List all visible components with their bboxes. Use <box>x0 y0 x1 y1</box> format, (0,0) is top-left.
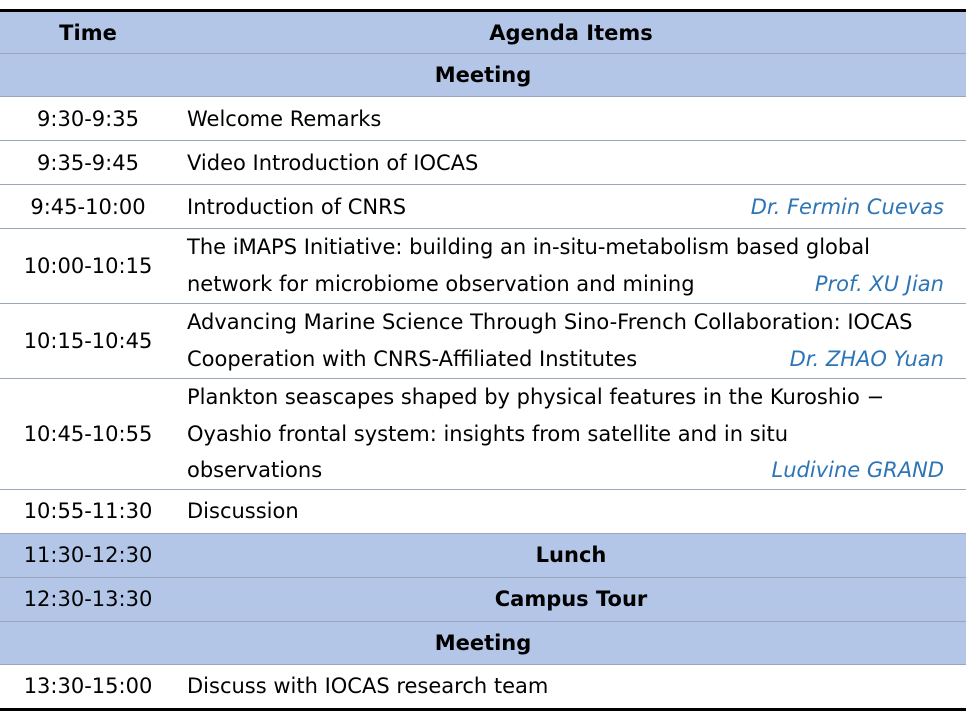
agenda-row <box>0 141 966 185</box>
title-line: Oyashio frontal system: insights from satellite and in situ <box>187 421 789 446</box>
time-cell: 11:30-12:30 <box>0 533 176 577</box>
agenda-item-title: Discuss with IOCAS research team <box>187 674 549 698</box>
table-header-row <box>0 11 966 54</box>
agenda-item-cell <box>176 229 966 304</box>
section-row-meeting-afternoon <box>0 621 966 664</box>
time-cell: 9:30-9:35 <box>0 97 176 141</box>
agenda-row <box>0 229 966 304</box>
agenda-item-cell <box>176 304 966 379</box>
section-title: Meeting <box>0 621 966 664</box>
time-column-header: Time <box>0 11 176 54</box>
agenda-item-cell <box>176 185 966 229</box>
section-row-meeting-morning <box>0 54 966 97</box>
time-cell: 12:30-13:30 <box>0 577 176 621</box>
agenda-items-column-header: Agenda Items <box>176 11 966 54</box>
speaker-name: Prof. XU Jian <box>814 272 944 296</box>
agenda-row <box>0 489 966 533</box>
agenda-item-cell <box>176 489 966 533</box>
break-title: Lunch <box>176 533 966 577</box>
time-cell: 13:30-15:00 <box>0 664 176 709</box>
agenda-item-title: Welcome Remarks <box>187 106 382 131</box>
title-line: Advancing Marine Science Through Sino-French Collaboration: IOCAS <box>187 310 913 334</box>
agenda-item-cell <box>176 379 966 490</box>
time-cell: 9:35-9:45 <box>0 141 176 185</box>
time-cell: 9:45-10:00 <box>0 185 176 229</box>
agenda-item-title: Introduction of CNRS <box>187 194 407 219</box>
agenda-row <box>0 379 966 490</box>
agenda-row <box>0 185 966 229</box>
break-row-campus-tour <box>0 577 966 621</box>
agenda-row <box>0 97 966 141</box>
speaker-name: Dr. ZHAO Yuan <box>789 347 944 371</box>
section-title: Meeting <box>0 54 966 97</box>
break-row-lunch <box>0 533 966 577</box>
speaker-name: Dr. Fermin Cuevas <box>750 194 944 219</box>
time-cell: 10:00-10:15 <box>0 229 176 304</box>
time-cell: 10:55-11:30 <box>0 489 176 533</box>
agenda-item-title <box>187 229 870 303</box>
agenda-row <box>0 664 966 709</box>
title-line: The iMAPS Initiative: building an in-situ-metabolism based global <box>187 235 870 259</box>
agenda-item-title: Video Introduction of IOCAS <box>187 150 479 175</box>
title-line: Plankton seascapes shaped by physical features in the Kuroshio − <box>187 385 885 409</box>
title-line: observations <box>187 458 323 482</box>
title-line: network for microbiome observation and mining <box>187 272 695 296</box>
agenda-item-title: Discussion <box>187 499 299 523</box>
agenda-row <box>0 304 966 379</box>
agenda-item-cell <box>176 97 966 141</box>
title-line: Cooperation with CNRS-Affiliated Institutes <box>187 347 638 371</box>
speaker-name: Ludivine GRAND <box>771 458 944 482</box>
agenda-item-cell <box>176 141 966 185</box>
agenda-item-cell <box>176 664 966 709</box>
break-title: Campus Tour <box>176 577 966 621</box>
time-cell: 10:45-10:55 <box>0 379 176 490</box>
agenda-table <box>0 9 966 711</box>
time-cell: 10:15-10:45 <box>0 304 176 379</box>
